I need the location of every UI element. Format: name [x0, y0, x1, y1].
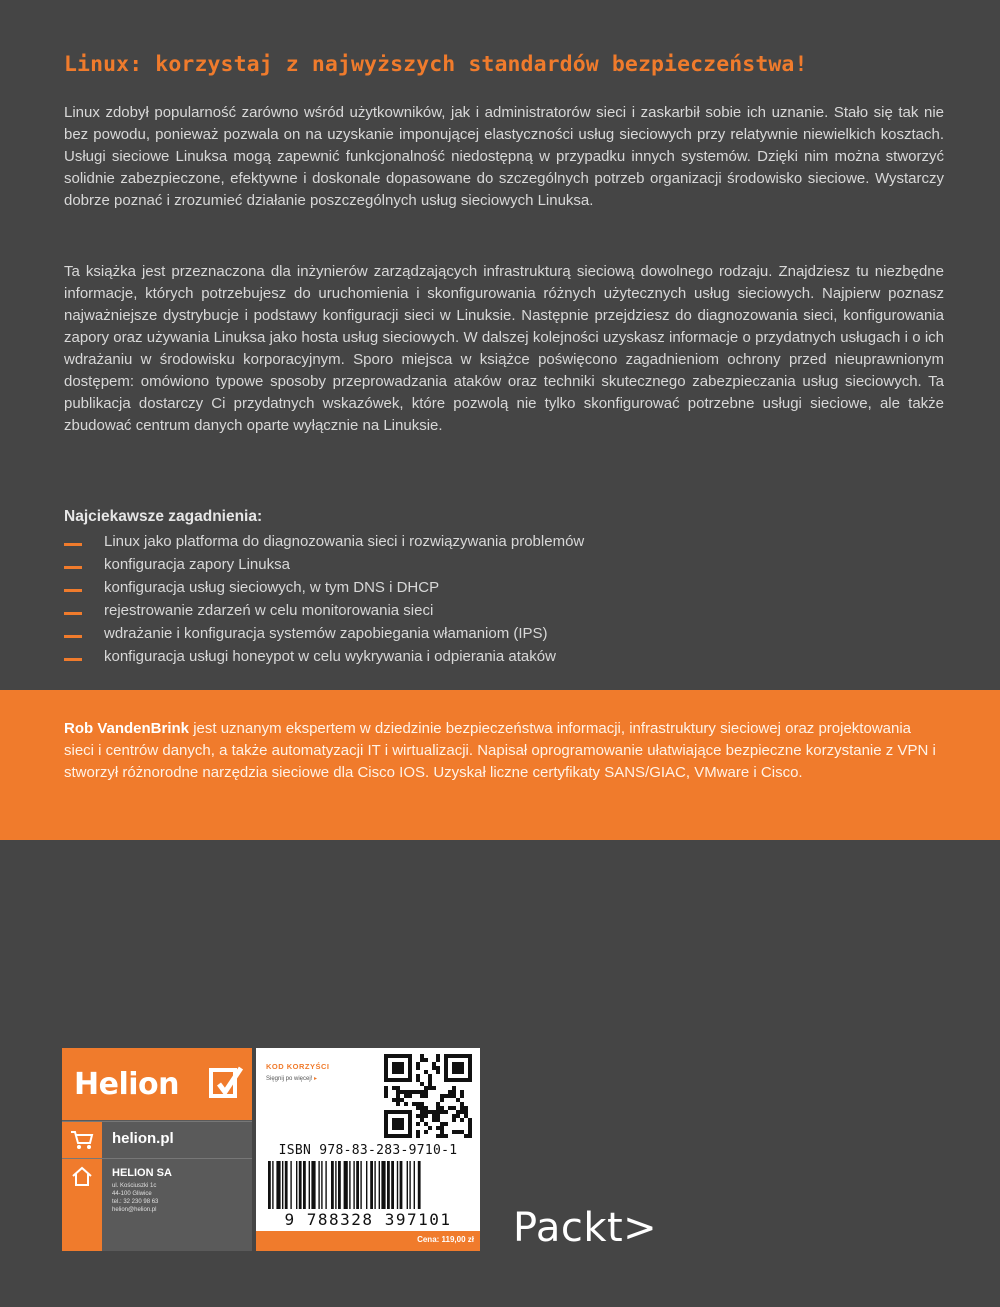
topic-item: [64, 553, 584, 576]
bullet-dash-icon: [64, 658, 82, 661]
headline: Linux: korzystaj z najwyższych standardów bezpieczeństwa!: [64, 52, 808, 77]
bullet-dash-icon: [64, 612, 82, 615]
publisher-company: HELION SA: [112, 1167, 172, 1179]
author-bio: [64, 718, 944, 784]
house-icon: [71, 1165, 93, 1187]
topic-item: [64, 622, 584, 645]
publisher-address-row: [62, 1158, 252, 1251]
bullet-dash-icon: [64, 635, 82, 638]
topics-list: [64, 530, 584, 668]
topic-text: konfiguracja usługi honeypot w celu wykrywania i odpierania ataków: [104, 648, 556, 665]
qr-code-icon[interactable]: [384, 1054, 472, 1138]
publisher-website-row[interactable]: [62, 1121, 252, 1158]
topic-text: wdrażanie i konfiguracja systemów zapobiegania włamaniom (IPS): [104, 625, 548, 642]
author-band: [0, 690, 1000, 840]
topic-item: [64, 530, 584, 553]
price-bar: [256, 1231, 480, 1251]
publisher-address-line: tel.: 32 230 98 63: [112, 1199, 159, 1205]
publisher-logo-text: Helion: [74, 1066, 179, 1102]
barcode-icon: [268, 1161, 468, 1209]
barcode-panel: [256, 1048, 480, 1251]
topic-text: rejestrowanie zdarzeń w celu monitorowania sieci: [104, 602, 434, 619]
author-name: Rob VandenBrink: [64, 720, 190, 737]
topic-item: [64, 576, 584, 599]
publisher-logo: [62, 1048, 252, 1120]
publisher-website[interactable]: helion.pl: [112, 1130, 174, 1147]
publisher-address-line: ul. Kościuszki 1c: [112, 1183, 157, 1189]
isbn: ISBN 978-83-283-9710-1: [278, 1143, 458, 1158]
topic-item: [64, 645, 584, 668]
packt-logo: Packt>: [513, 1205, 658, 1251]
barcode-number: 9 788328 397101: [284, 1210, 452, 1229]
topic-text: Linux jako platforma do diagnozowania sieci i rozwiązywania problemów: [104, 533, 585, 550]
topic-text: konfiguracja usług sieciowych, w tym DNS i DHCP: [104, 579, 440, 596]
price: Cena: 119,00 zł: [417, 1235, 474, 1244]
bullet-dash-icon: [64, 566, 82, 569]
publisher-address-line: helion@helion.pl: [112, 1207, 157, 1213]
bullet-dash-icon: [64, 543, 82, 546]
publisher-icon-cell: [62, 1159, 102, 1251]
bullet-dash-icon: [64, 589, 82, 592]
description-paragraph-2: Ta książka jest przeznaczona dla inżynierów zarządzających infrastrukturą sieciową dowolnego rodzaju. Znajdziesz tu niezbędne informacje, których potrzebujesz do uruchomienia i skonfigurowania różnych użytecznych usług sieciowych. Najpierw poznasz najważniejsze dystrybucje i podstawy konfiguracji sieci w Linuksie. Następnie przejdziesz do diagnozowania sieci, konfigurowania zapory oraz używania Linuksa jako hosta usług sieciowych. W dalszej kolejności uzyskasz informacje o przydatnych usługach i o ich wdrażaniu w środowisku korporacyjnym. Sporo miejsca w książce poświęcono zagadnieniom ochrony przed nieuprawnionym dostępem: omówiono typowe sposoby przeprowadzania ataków oraz techniki skutecznego zabezpieczania usług sieciowych. Ta publikacja dostarczy Ci przydatnych wskazówek, które pozwolą nie tylko skonfigurować potrzebne usługi sieciowe, ale także zbudować centrum danych oparte wyłącznie na Linuksie.: [64, 263, 944, 434]
kod-korzysci-subtitle: [266, 1075, 317, 1082]
shopping-cart-icon: [70, 1129, 94, 1151]
topics-heading: Najciekawsze zagadnienia:: [64, 508, 263, 525]
topic-text: konfiguracja zapory Linuksa: [104, 556, 290, 573]
author-bio-text: jest uznanym ekspertem w dziedzinie bezpieczeństwa informacji, infrastruktury sieciowej oraz projektowania sieci i centrów danych, a także automatyzacji IT i wirtualizacji. Napisał oprogramowanie ułatwiające bezpieczne korzystanie z VPN i stworzył różnorodne narzędzia sieciowe dla Cisco IOS. Uzyskał liczne certyfikaty SANS/GIAC, VMware i Cisco.: [64, 720, 936, 781]
arrow-icon: ▸: [314, 1076, 318, 1082]
kod-subtitle-text: Sięgnij po więcej!: [266, 1076, 313, 1082]
description-paragraph-1: Linux zdobył popularność zarówno wśród użytkowników, jak i administratorów sieci i zaskarbił sobie ich uznanie. Stało się tak nie bez powodu, ponieważ pozwala on na uzyskanie imponującej elastyczności usług sieciowych przy relatywnie niewielkich kosztach. Usługi sieciowe Linuksa mogą zapewnić funkcjonalność niedostępną w przypadku innych systemów. Dzięki nim można stworzyć solidnie zabezpieczone, efektywne i doskonale dopasowane do szczególnych potrzeb organizacji środowisko sieciowe. Wystarczy dobrze poznać i zrozumieć działanie poszczególnych usług sieciowych Linuksa.: [64, 104, 944, 209]
publisher-address-line: 44-100 Gliwice: [112, 1191, 152, 1197]
kod-korzysci-label: KOD KORZYŚCI: [266, 1062, 330, 1071]
topic-item: [64, 599, 584, 622]
helion-logo-mark-icon: [209, 1066, 243, 1100]
publisher-block: [62, 1048, 252, 1251]
publisher-icon-cell: [62, 1122, 102, 1158]
